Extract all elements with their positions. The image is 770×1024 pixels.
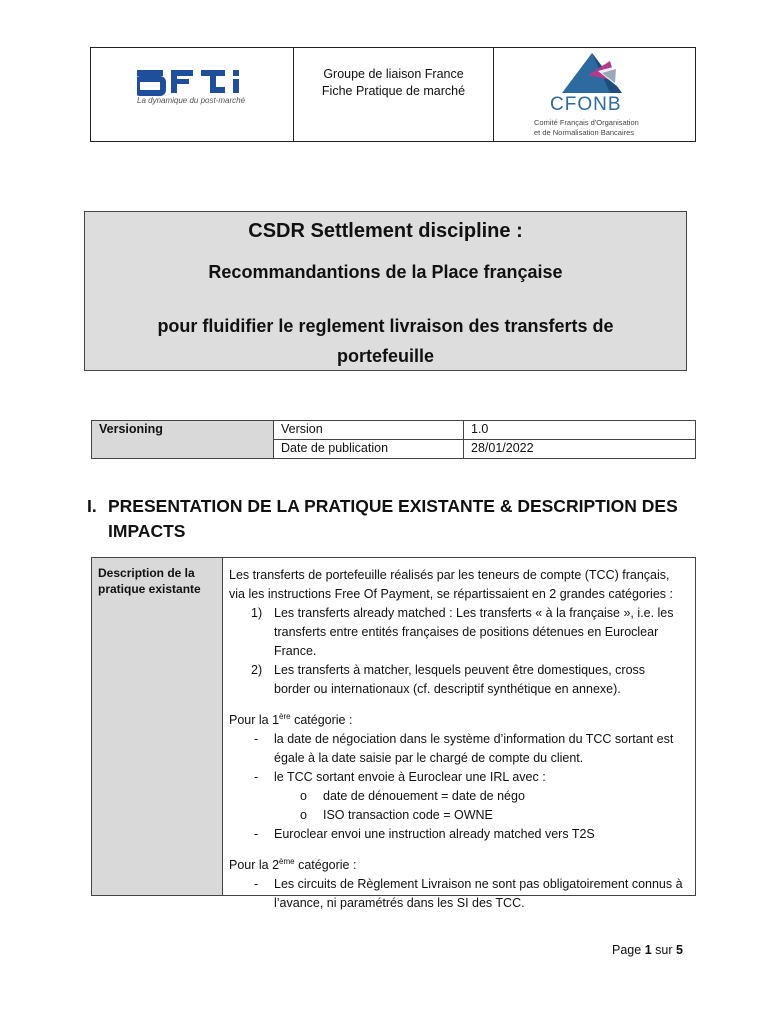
circle-bullet: o [300, 789, 307, 804]
item1-line1: Les transferts already matched : Les transferts « à la française », i.e. les [274, 606, 674, 620]
cat2-prefix: Pour la 2 [229, 858, 280, 873]
publication-date-key: Date de publication [274, 440, 464, 459]
publication-date-value: 28/01/2022 [464, 440, 696, 459]
cfonb-subtitle-line2: et de Normalisation Bancaires [534, 128, 635, 137]
description-table [91, 557, 696, 911]
item1-line3: France. [274, 644, 317, 658]
cat2-suffix: catégorie : [294, 858, 357, 873]
title-line-3-text: pour fluidifier le reglement livraison des transferts de [157, 316, 614, 336]
cat1-suffix: catégorie : [290, 713, 353, 728]
afti-tagline: La dynamique du post-marché [137, 96, 246, 105]
cat1-sub1: date de dénouement = date de négo [323, 789, 525, 804]
title-line-1: CSDR Settlement discipline : [248, 220, 523, 242]
page-word: Page [612, 943, 642, 957]
afti-logo-icon [137, 66, 257, 96]
section-number: I. [87, 496, 97, 516]
cat1-sub2: ISO transaction code = OWNE [323, 808, 493, 823]
header-center [294, 48, 494, 141]
dash-bullet: - [254, 732, 259, 747]
dash-bullet: - [254, 827, 259, 842]
item2-line1: Les transferts à matcher, lesquels peuvent être domestiques, cross [274, 663, 646, 677]
table-row [92, 421, 696, 440]
cfonb-subtitle [534, 118, 639, 138]
cat1-bullet1-line1: la date de négociation dans le système d’information du TCC sortant est [274, 732, 674, 747]
category-1-heading [229, 707, 689, 730]
list-number: 1) [251, 606, 263, 620]
list-item [229, 806, 689, 825]
cfonb-triangle-icon [558, 51, 638, 95]
title-line-3 [85, 311, 686, 371]
list-item [229, 875, 689, 913]
document-title-box [84, 211, 687, 371]
list-item [229, 604, 689, 661]
cfonb-logo-cell [494, 48, 695, 141]
item2-line2: border ou internationaux (cf. descriptif synthétique en annexe). [274, 682, 621, 696]
description-label-line2: pratique existante [98, 582, 201, 596]
cfonb-subtitle-line1: Comité Français d'Organisation [534, 118, 639, 127]
cfonb-logo-text: CFONB [550, 94, 622, 115]
list-number: 2) [251, 663, 263, 677]
versioning-label: Versioning [92, 421, 274, 459]
description-label-line1: Description de la [98, 566, 195, 580]
page-footer [612, 943, 683, 957]
version-value: 1.0 [464, 421, 696, 440]
cat2-sup: ème [279, 857, 295, 867]
cat1-sup: ère [279, 712, 291, 721]
list-item [229, 768, 689, 787]
cat1-prefix: Pour la 1 [229, 713, 280, 728]
document-header [90, 47, 696, 142]
page-number: 1 [644, 943, 652, 957]
cat2-bullet1-line2: l’avance, ni paramétrés dans les SI des TCC. [274, 896, 525, 911]
header-doc-type: Fiche Pratique de marché [321, 84, 466, 98]
list-item [229, 825, 689, 844]
list-item [229, 730, 689, 768]
page-sur: sur [655, 943, 673, 957]
item1-line2: transferts entre entités françaises de positions détenues en Euroclear [274, 625, 659, 639]
list-item [229, 661, 689, 699]
version-key: Version [274, 421, 464, 440]
intro-line-1: Les transferts de portefeuille réalisés par les teneurs de compte (TCC) français, [229, 568, 670, 582]
category-2-heading [229, 852, 689, 875]
cat1-bullet1-line2: égale à la date saisie par le chargé de compte du client. [274, 751, 584, 766]
dash-bullet: - [254, 877, 259, 892]
description-label [92, 558, 223, 895]
cat2-bullet1-line1: Les circuits de Règlement Livraison ne sont pas obligatoirement connus à [274, 877, 683, 892]
description-body [223, 558, 695, 911]
afti-logo-cell [91, 48, 294, 141]
versioning-table [91, 420, 696, 459]
page-total: 5 [675, 943, 683, 957]
circle-bullet: o [300, 808, 307, 823]
title-line-4-text: portefeuille [336, 346, 434, 366]
list-item [229, 787, 689, 806]
intro-line-2: via les instructions Free Of Payment, se répartissaient en 2 grandes catégories : [229, 587, 673, 601]
cat1-bullet2: le TCC sortant envoie à Euroclear une IRL avec : [274, 770, 546, 785]
header-group-name: Groupe de liaison France [323, 67, 464, 81]
dash-bullet: - [254, 770, 259, 785]
cat1-bullet3: Euroclear envoi une instruction already matched vers T2S [274, 827, 595, 842]
title-line-2: Recommandantions de la Place française [208, 262, 563, 282]
section-title: PRESENTATION DE LA PRATIQUE EXISTANTE & DESCRIPTION DES IMPACTS [108, 496, 678, 541]
